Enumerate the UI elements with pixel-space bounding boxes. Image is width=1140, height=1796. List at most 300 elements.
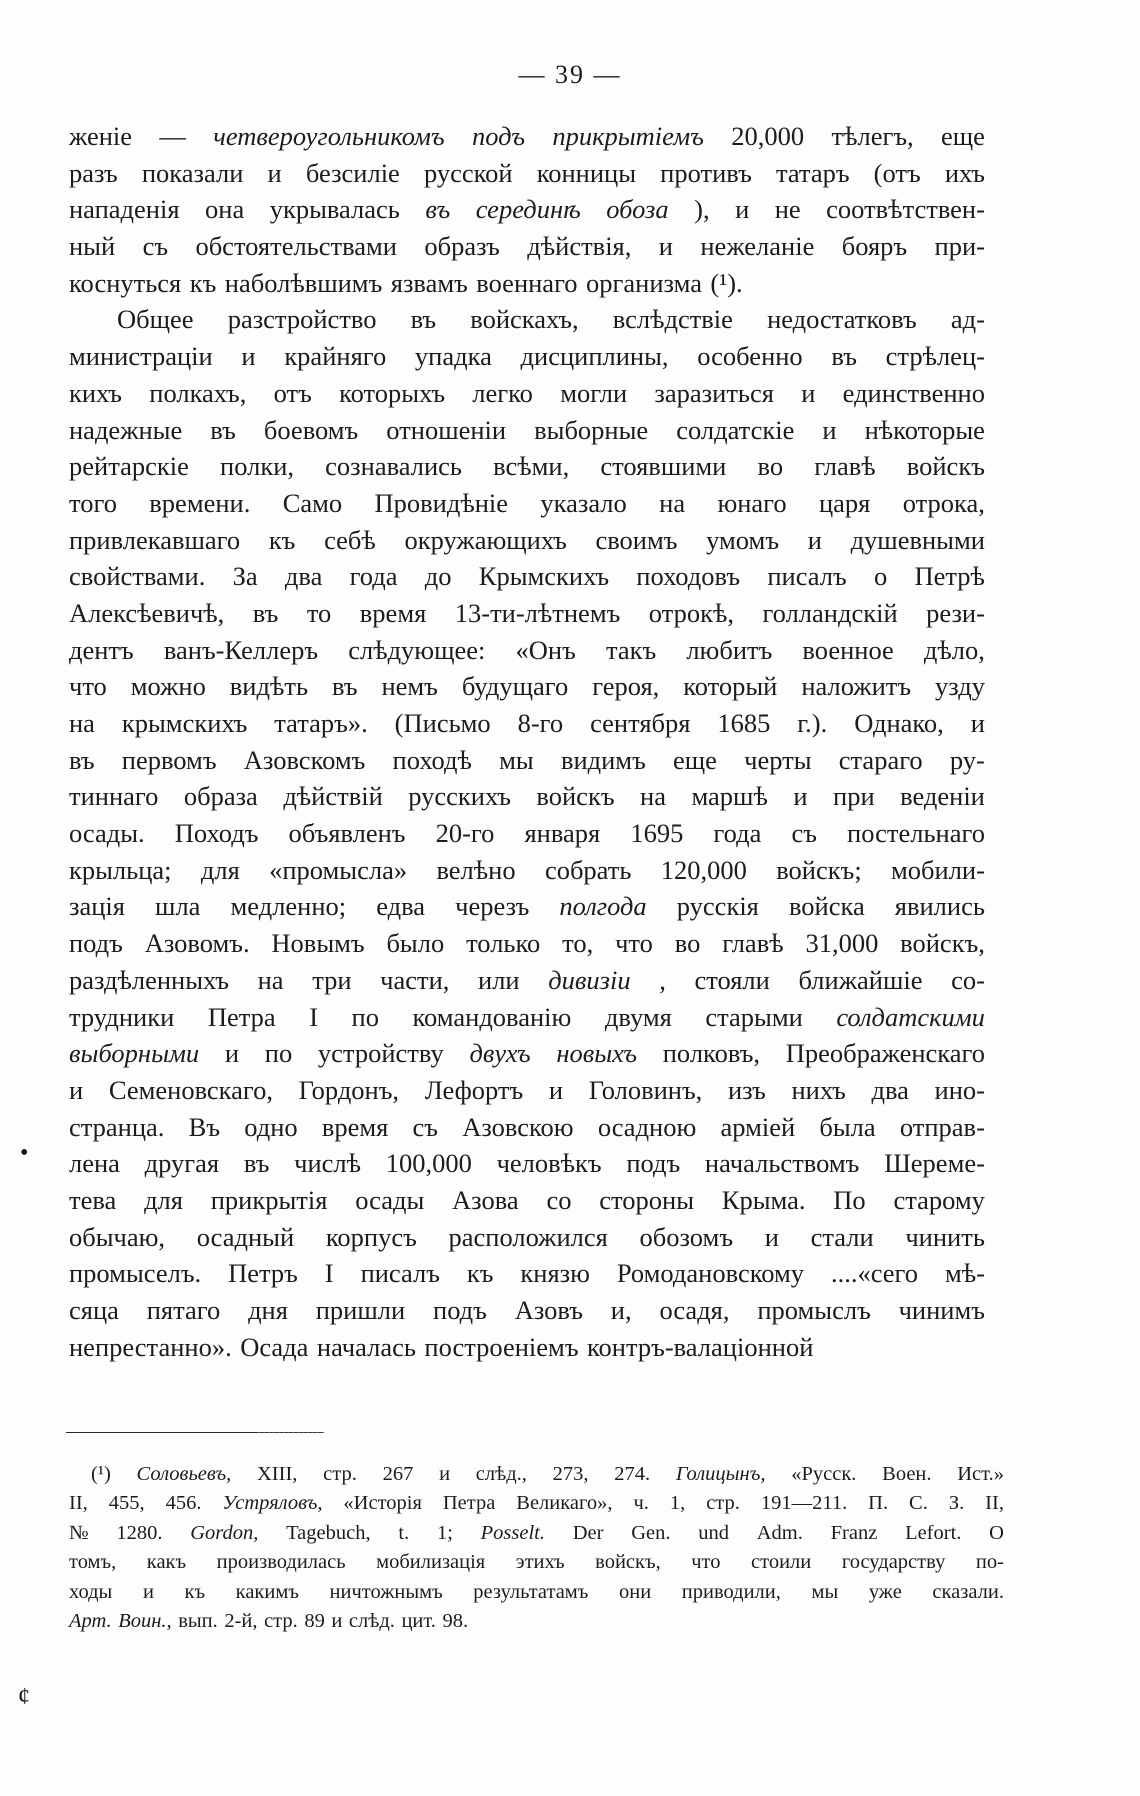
footnotes-word: 2-й, bbox=[224, 1609, 258, 1632]
footnotes-word: 274. bbox=[614, 1463, 651, 1485]
body-word: себѣ bbox=[324, 524, 376, 555]
footnotes-word: П. bbox=[868, 1492, 889, 1515]
body-word: 20-го bbox=[435, 818, 495, 849]
body-word: отъ bbox=[273, 377, 312, 408]
body-word: шла bbox=[155, 891, 201, 922]
footnotes-word: Posselt. bbox=[480, 1521, 545, 1544]
body-word: что bbox=[69, 671, 107, 702]
body-word: первомъ bbox=[121, 744, 217, 775]
body-word: на bbox=[257, 964, 284, 995]
body-word: числѣ bbox=[294, 1148, 362, 1179]
body-word: дѣйствій bbox=[283, 781, 383, 812]
footnotes-word: «Исторія bbox=[343, 1492, 422, 1515]
body-word: въ bbox=[210, 414, 236, 445]
footnotes-word: «Русск. bbox=[791, 1463, 857, 1485]
footnotes-line bbox=[69, 1548, 1004, 1577]
footnotes-word: Ист.» bbox=[957, 1463, 1004, 1485]
body-word: со bbox=[546, 1184, 572, 1215]
body-word: велѣно bbox=[436, 854, 516, 885]
body-word: при- bbox=[934, 231, 985, 262]
body-word: и bbox=[658, 231, 673, 262]
body-word: ино- bbox=[934, 1074, 985, 1105]
body-word: могли bbox=[560, 377, 628, 408]
body-word: въ bbox=[69, 744, 95, 775]
body-word: Осада bbox=[240, 1331, 309, 1362]
body-word: тева bbox=[69, 1184, 117, 1215]
body-word: два bbox=[871, 1074, 909, 1105]
body-word: Общее bbox=[117, 304, 194, 335]
footnotes-word: Воен. bbox=[882, 1463, 932, 1485]
body-word: князю bbox=[520, 1258, 590, 1289]
body-word: трудники bbox=[69, 1001, 175, 1032]
footnotes-word: томъ, bbox=[69, 1551, 117, 1574]
body-word: русской bbox=[423, 157, 513, 188]
footnotes-word: приводили, bbox=[681, 1580, 781, 1603]
body-line bbox=[69, 705, 985, 742]
body-word: зація bbox=[69, 891, 125, 922]
body-word: видѣть bbox=[229, 671, 309, 702]
body-word: осады. bbox=[69, 818, 145, 849]
body-word: и bbox=[793, 781, 808, 812]
body-word: боевомъ bbox=[263, 414, 359, 445]
body-word: съ bbox=[791, 818, 817, 849]
body-word: и bbox=[735, 194, 750, 225]
body-word: только bbox=[466, 928, 541, 959]
footnotes-word: уже bbox=[868, 1580, 902, 1603]
footnotes-word: результатамъ bbox=[473, 1580, 589, 1603]
body-word: января bbox=[524, 818, 601, 849]
footnotes-line bbox=[69, 1460, 1004, 1489]
body-word: Петра bbox=[207, 1001, 276, 1032]
body-word: Азовомъ. bbox=[144, 928, 250, 959]
body-word: промыселъ. bbox=[69, 1258, 202, 1289]
body-word: по bbox=[264, 1038, 293, 1069]
footnotes-word: что bbox=[691, 1551, 721, 1574]
body-word: Преображенскаго bbox=[785, 1038, 985, 1069]
body-word: два bbox=[284, 561, 323, 592]
body-word: которыхъ bbox=[339, 377, 446, 408]
body-word: умомъ bbox=[706, 524, 780, 555]
body-word: чинимъ bbox=[898, 1295, 985, 1325]
body-word: войскъ bbox=[906, 451, 985, 482]
body-word: до bbox=[424, 561, 452, 592]
body-word: (¹). bbox=[710, 267, 743, 298]
body-word: на bbox=[640, 781, 666, 812]
footnotes-word: и bbox=[331, 1609, 343, 1632]
body-word: Ромодановскому bbox=[616, 1258, 805, 1289]
body-word: министраціи bbox=[69, 341, 213, 372]
body-line bbox=[69, 778, 985, 815]
body-word: черты bbox=[744, 744, 812, 775]
body-word: корпусъ bbox=[325, 1221, 417, 1252]
body-word: собрать bbox=[544, 854, 632, 885]
footnotes-word: какимъ bbox=[235, 1580, 299, 1603]
body-word: явились bbox=[894, 891, 985, 922]
body-word: и bbox=[69, 1074, 84, 1105]
body-word: такъ bbox=[605, 634, 657, 665]
body-word: во bbox=[674, 928, 701, 959]
body-word: который bbox=[683, 671, 778, 702]
body-word: дентъ bbox=[69, 634, 134, 665]
body-line bbox=[69, 1072, 985, 1109]
body-word: Семеновскаго, bbox=[108, 1074, 274, 1105]
body-word: коснуться bbox=[69, 267, 182, 298]
body-word: новыхъ bbox=[556, 1038, 638, 1069]
footnotes-word: Голицынъ, bbox=[675, 1463, 766, 1485]
body-word: четвероугольникомъ bbox=[213, 121, 445, 151]
footnotes-word: 1, bbox=[669, 1492, 686, 1515]
body-word: дѣло, bbox=[923, 634, 985, 665]
body-word: — bbox=[159, 121, 186, 151]
body-word: По bbox=[833, 1184, 866, 1215]
body-word: объявленъ bbox=[288, 818, 406, 849]
body-word: пятаго bbox=[146, 1295, 221, 1325]
body-word: «Онъ bbox=[515, 634, 576, 665]
footnotes-word: Арт. bbox=[69, 1609, 112, 1632]
footnotes-word: 456. bbox=[165, 1492, 202, 1515]
body-word: была bbox=[819, 1111, 876, 1142]
body-word: мобили- bbox=[891, 854, 985, 885]
footnotes-line bbox=[69, 1489, 1004, 1518]
body-word: старыми bbox=[705, 1001, 803, 1032]
footnotes-word: С. bbox=[909, 1492, 928, 1515]
body-word: съ bbox=[142, 231, 169, 262]
body-line bbox=[69, 448, 985, 485]
body-word: своимъ bbox=[595, 524, 678, 555]
body-line bbox=[69, 1035, 985, 1072]
body-word: упадка bbox=[414, 341, 492, 372]
body-word: солдатскіе bbox=[676, 414, 795, 445]
body-word: прикрытія bbox=[210, 1184, 328, 1215]
body-word: дивизіи bbox=[548, 964, 631, 995]
main-text bbox=[69, 118, 985, 1365]
body-word: контръ-валаціонной bbox=[587, 1331, 814, 1362]
body-word: едва bbox=[376, 891, 426, 922]
body-word: одно bbox=[244, 1111, 298, 1142]
body-word: женіе bbox=[69, 121, 133, 151]
body-word: походовъ bbox=[636, 561, 741, 592]
body-word: , bbox=[659, 964, 666, 995]
body-word: русскія bbox=[676, 891, 759, 922]
body-word: татаръ bbox=[775, 157, 850, 188]
footnotes-word: цит. bbox=[401, 1609, 436, 1632]
body-line bbox=[69, 191, 985, 228]
body-word: конницы bbox=[536, 157, 637, 188]
body-word: (отъ bbox=[873, 157, 921, 188]
body-word: стрѣлец- bbox=[885, 341, 985, 372]
body-word: началась bbox=[316, 1331, 416, 1362]
body-line bbox=[69, 1109, 985, 1146]
body-word: крымскихъ bbox=[121, 708, 248, 738]
body-word: во bbox=[757, 451, 784, 482]
footnotes-word: государству bbox=[841, 1551, 946, 1574]
body-word: со- bbox=[951, 964, 985, 995]
body-word: Въ bbox=[188, 1111, 221, 1142]
body-word: подъ bbox=[69, 928, 123, 959]
body-word: черезъ bbox=[455, 891, 530, 922]
body-word: другая bbox=[144, 1148, 220, 1179]
body-word: то, bbox=[562, 928, 594, 959]
page-number: — 39 — bbox=[518, 60, 622, 89]
body-word: Головинъ, bbox=[588, 1074, 703, 1105]
body-word: царя bbox=[818, 487, 871, 518]
body-word: къ bbox=[466, 1258, 494, 1289]
body-word: Азова bbox=[452, 1184, 519, 1215]
footnote-rule-tail bbox=[258, 1432, 324, 1433]
footnotes-word: какъ bbox=[146, 1551, 187, 1574]
body-line bbox=[69, 412, 985, 449]
body-word: Алексѣевичѣ, bbox=[69, 597, 225, 628]
body-line bbox=[69, 888, 985, 925]
body-word: выборные bbox=[534, 414, 649, 445]
body-word: Однако, bbox=[854, 708, 944, 738]
body-word: отправ- bbox=[899, 1111, 985, 1142]
body-word: мы bbox=[499, 744, 534, 775]
body-word: войска bbox=[788, 891, 865, 922]
body-word: стали bbox=[810, 1221, 874, 1252]
body-word: и bbox=[807, 524, 822, 555]
body-word: Азовскою bbox=[462, 1111, 574, 1142]
body-word: части, bbox=[380, 964, 450, 995]
body-word: 13-ти-лѣтнемъ bbox=[454, 597, 621, 628]
body-word: медленно; bbox=[230, 891, 347, 922]
body-line bbox=[69, 375, 985, 412]
footnotes-word: 89 bbox=[304, 1609, 325, 1632]
body-line bbox=[69, 1255, 985, 1292]
body-word: полгода bbox=[559, 891, 647, 922]
body-line bbox=[69, 301, 985, 338]
footnotes-word: Соловьевъ, bbox=[136, 1463, 232, 1485]
body-word: душевными bbox=[850, 524, 985, 555]
body-word: стороны bbox=[599, 1184, 694, 1215]
body-line bbox=[69, 925, 985, 962]
body-word: бояръ bbox=[841, 231, 908, 262]
body-word: Азовскомъ bbox=[243, 744, 366, 775]
body-word: ихъ bbox=[944, 157, 985, 188]
footnotes-word: № bbox=[69, 1521, 89, 1544]
body-word: разъ bbox=[69, 157, 118, 188]
body-word: писалъ bbox=[360, 1258, 440, 1289]
body-line bbox=[69, 962, 985, 999]
body-word: веденіи bbox=[900, 781, 985, 812]
body-word: разстройство bbox=[227, 304, 377, 335]
body-word: еще bbox=[941, 121, 985, 151]
body-line bbox=[69, 1219, 985, 1256]
body-word: осадный bbox=[196, 1221, 295, 1252]
body-word: пришли bbox=[315, 1295, 406, 1325]
body-word: окружающихъ bbox=[404, 524, 567, 555]
body-word: въ bbox=[425, 194, 451, 225]
body-word: наболѣвшимъ bbox=[224, 267, 383, 298]
body-word: отношеніи bbox=[386, 414, 507, 445]
footnotes-word: ч. bbox=[633, 1492, 649, 1515]
footnotes-word: стр. bbox=[323, 1463, 357, 1485]
body-word: выборными bbox=[69, 1038, 200, 1069]
body-line bbox=[69, 742, 985, 779]
footnotes-word: 191—211. bbox=[760, 1492, 848, 1515]
body-word: въ bbox=[831, 341, 857, 372]
body-word: г.). bbox=[797, 708, 828, 738]
body-word: ), bbox=[694, 194, 710, 225]
body-word: ру- bbox=[949, 744, 985, 775]
body-word: подъ bbox=[626, 1148, 681, 1179]
body-word: юнаго bbox=[717, 487, 787, 518]
body-line bbox=[69, 668, 985, 705]
body-word: стоявшими bbox=[600, 451, 727, 482]
body-word: маршѣ bbox=[691, 781, 768, 812]
footnotes-word: производилась bbox=[216, 1551, 346, 1574]
body-word: войскъ bbox=[536, 781, 615, 812]
body-word: Петрѣ bbox=[914, 561, 985, 592]
footnotes-word: II, bbox=[69, 1492, 88, 1515]
footnotes-word: слѣд., bbox=[475, 1463, 527, 1485]
body-word: не bbox=[774, 194, 801, 225]
body-word: За bbox=[232, 561, 258, 592]
body-word: въ bbox=[410, 304, 437, 335]
body-word: сентября bbox=[590, 708, 691, 738]
margin-bullet-mark: • bbox=[20, 1140, 29, 1166]
body-word: крайняго bbox=[284, 341, 387, 372]
body-word: обозомъ bbox=[639, 1221, 734, 1252]
body-word: полковъ, bbox=[662, 1038, 761, 1069]
footnotes-word: Lefort. bbox=[905, 1521, 962, 1544]
body-word: о bbox=[873, 561, 888, 592]
body-word: дѣйствія, bbox=[527, 231, 632, 262]
footnotes-word: ходы bbox=[69, 1580, 113, 1603]
footnotes-word: этихъ bbox=[515, 1551, 565, 1574]
body-word: что bbox=[615, 928, 653, 959]
body-word: безсиліе bbox=[305, 157, 400, 188]
body-word: сознавались bbox=[325, 451, 462, 482]
body-word: «промысла» bbox=[269, 854, 408, 885]
margin-ink-mark: ¢ bbox=[18, 1684, 30, 1710]
body-word: Шереме- bbox=[884, 1148, 985, 1179]
footnotes-word: слѣд. bbox=[348, 1609, 395, 1632]
body-word: для bbox=[200, 854, 240, 885]
body-line bbox=[69, 485, 985, 522]
footnotes-word: Петра bbox=[442, 1492, 496, 1515]
footnotes bbox=[69, 1460, 1004, 1636]
footnotes-word: Gen. bbox=[631, 1521, 671, 1544]
body-word: и bbox=[764, 1221, 779, 1252]
footnotes-line bbox=[69, 1607, 1004, 1636]
body-line bbox=[69, 558, 985, 595]
body-word: рейтарскіе bbox=[69, 451, 189, 482]
body-word: и bbox=[267, 157, 282, 188]
body-line bbox=[69, 522, 985, 559]
body-word: можно bbox=[130, 671, 206, 702]
body-word: организма bbox=[586, 267, 702, 298]
footnotes-word: Устряловъ, bbox=[222, 1492, 323, 1515]
body-word: главѣ bbox=[722, 928, 784, 959]
body-line bbox=[69, 815, 985, 852]
body-word: голландскій bbox=[762, 597, 898, 628]
body-word: еще bbox=[673, 744, 717, 775]
body-word: единственно bbox=[842, 377, 985, 408]
footnotes-word: Adm. bbox=[756, 1521, 803, 1544]
body-word: противъ bbox=[660, 157, 752, 188]
footnotes-word: стр. bbox=[264, 1609, 298, 1632]
body-line bbox=[69, 999, 985, 1036]
body-word: старому bbox=[893, 1184, 985, 1215]
footnotes-word: II, bbox=[985, 1492, 1004, 1515]
body-word: полкахъ, bbox=[149, 377, 247, 408]
footnotes-word: Воин., bbox=[118, 1609, 172, 1632]
footnotes-word: Tagebuch, bbox=[286, 1521, 371, 1544]
body-word: указало bbox=[540, 487, 627, 518]
footnotes-word: и bbox=[142, 1580, 154, 1603]
body-word: Азовъ bbox=[514, 1295, 583, 1325]
body-word: то bbox=[306, 597, 332, 628]
body-word: образа bbox=[183, 781, 258, 812]
body-word: арміей bbox=[720, 1111, 796, 1142]
body-word: заразиться bbox=[654, 377, 774, 408]
footnotes-word: (¹) bbox=[91, 1463, 111, 1485]
body-word: русскихъ bbox=[408, 781, 511, 812]
body-word: и bbox=[801, 377, 816, 408]
body-word: и bbox=[241, 341, 256, 372]
body-word: немъ bbox=[381, 671, 438, 702]
body-word: язвамъ bbox=[390, 267, 468, 298]
body-word: ближайшіе bbox=[798, 964, 923, 995]
body-word: (Письмо bbox=[394, 708, 491, 738]
body-word: укрывалась bbox=[269, 194, 400, 225]
footnotes-word: 267 bbox=[382, 1463, 414, 1485]
body-line bbox=[69, 1145, 985, 1182]
body-word: по bbox=[351, 1001, 379, 1032]
body-word: ....«сего bbox=[830, 1258, 919, 1289]
body-word: тиннаго bbox=[69, 781, 159, 812]
footnotes-word: und bbox=[698, 1521, 729, 1544]
body-word: времени. bbox=[149, 487, 251, 518]
body-word: Петръ bbox=[228, 1258, 298, 1289]
body-word: три bbox=[312, 964, 352, 995]
body-word: изъ bbox=[727, 1074, 766, 1105]
body-word: ный bbox=[69, 231, 116, 262]
body-word: и bbox=[822, 414, 837, 445]
body-word: время bbox=[359, 597, 427, 628]
body-word: всѣми, bbox=[493, 451, 570, 482]
body-line bbox=[69, 265, 985, 302]
body-word: тѣлегъ, bbox=[831, 121, 914, 151]
body-word: промыслъ bbox=[757, 1295, 871, 1325]
body-word: крыльца; bbox=[69, 854, 172, 885]
footnotes-word: и bbox=[439, 1463, 451, 1485]
body-word: нѣкоторые bbox=[864, 414, 985, 445]
body-word: Само bbox=[282, 487, 343, 518]
body-word: легко bbox=[472, 377, 533, 408]
body-word: I bbox=[309, 1001, 319, 1032]
body-word: мѣ- bbox=[944, 1258, 985, 1289]
body-word: осады bbox=[355, 1184, 425, 1215]
body-word: командованію bbox=[412, 1001, 572, 1032]
body-word: подъ bbox=[433, 1295, 487, 1325]
body-word: 1695 bbox=[630, 818, 684, 849]
body-word: Провидѣніе bbox=[374, 487, 509, 518]
footnotes-word: З. bbox=[948, 1492, 965, 1515]
body-word: обычаю, bbox=[69, 1221, 166, 1252]
body-word: она bbox=[205, 194, 245, 225]
body-word: человѣкъ bbox=[496, 1148, 602, 1179]
footnotes-word: 1; bbox=[436, 1521, 453, 1544]
body-word: походѣ bbox=[392, 744, 472, 775]
body-line bbox=[69, 338, 985, 375]
footnotes-word: по- bbox=[975, 1551, 1004, 1574]
body-word: странца. bbox=[69, 1111, 165, 1142]
footnotes-word: Великаго», bbox=[516, 1492, 613, 1515]
body-line bbox=[69, 1329, 985, 1366]
body-word: I bbox=[324, 1258, 334, 1289]
